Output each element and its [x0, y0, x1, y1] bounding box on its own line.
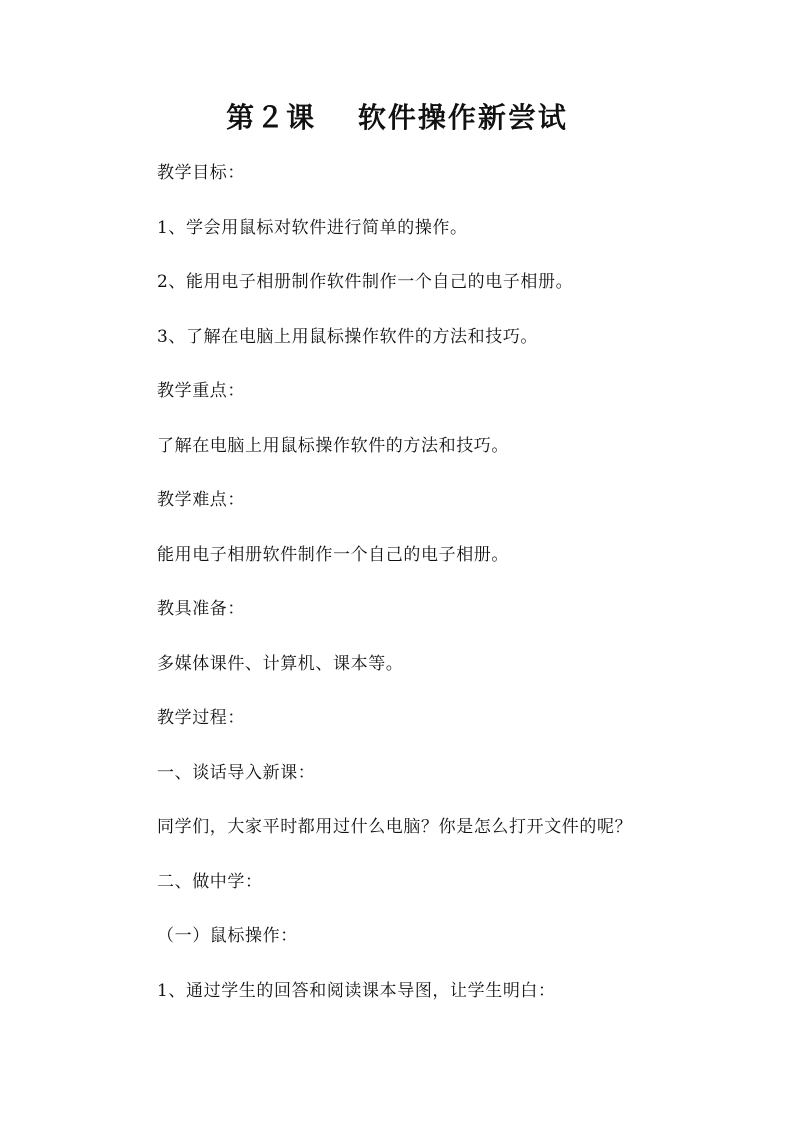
process-subsection-mouse: （一）鼠标操作： [157, 926, 298, 946]
page-title: 第２课 软件操作新尝试 [226, 101, 568, 134]
objective-item-2: 2、能用电子相册制作软件制作一个自己的电子相册。 [157, 272, 574, 292]
process-step-1-heading: 一、谈话导入新课： [157, 762, 316, 783]
objective-item-1: 1、学会用鼠标对软件进行简单的操作。 [157, 217, 468, 238]
document-body [157, 155, 677, 1027]
key-point-text: 了解在电脑上用鼠标操作软件的方法和技巧。 [157, 435, 509, 456]
process-step-1-text: 同学们，大家平时都用过什么电脑？你是怎么打开文件的呢？ [157, 817, 633, 837]
process-subsection-item-1: 1、通过学生的回答和阅读课本导图，让学生明白： [157, 980, 556, 1001]
process-step-2-heading: 二、做中学： [157, 871, 263, 892]
section-heading-difficulties: 教学难点： [157, 490, 245, 510]
section-heading-key-points: 教学重点： [157, 381, 245, 401]
materials-text: 多媒体课件、计算机、课本等。 [157, 653, 404, 674]
section-heading-materials: 教具准备： [157, 599, 245, 619]
difficulty-text: 能用电子相册软件制作一个自己的电子相册。 [157, 544, 509, 565]
objective-item-3: 3、了解在电脑上用鼠标操作软件的方法和技巧。 [157, 326, 539, 347]
section-heading-objectives: 教学目标： [157, 163, 245, 183]
section-heading-process: 教学过程： [157, 708, 245, 728]
